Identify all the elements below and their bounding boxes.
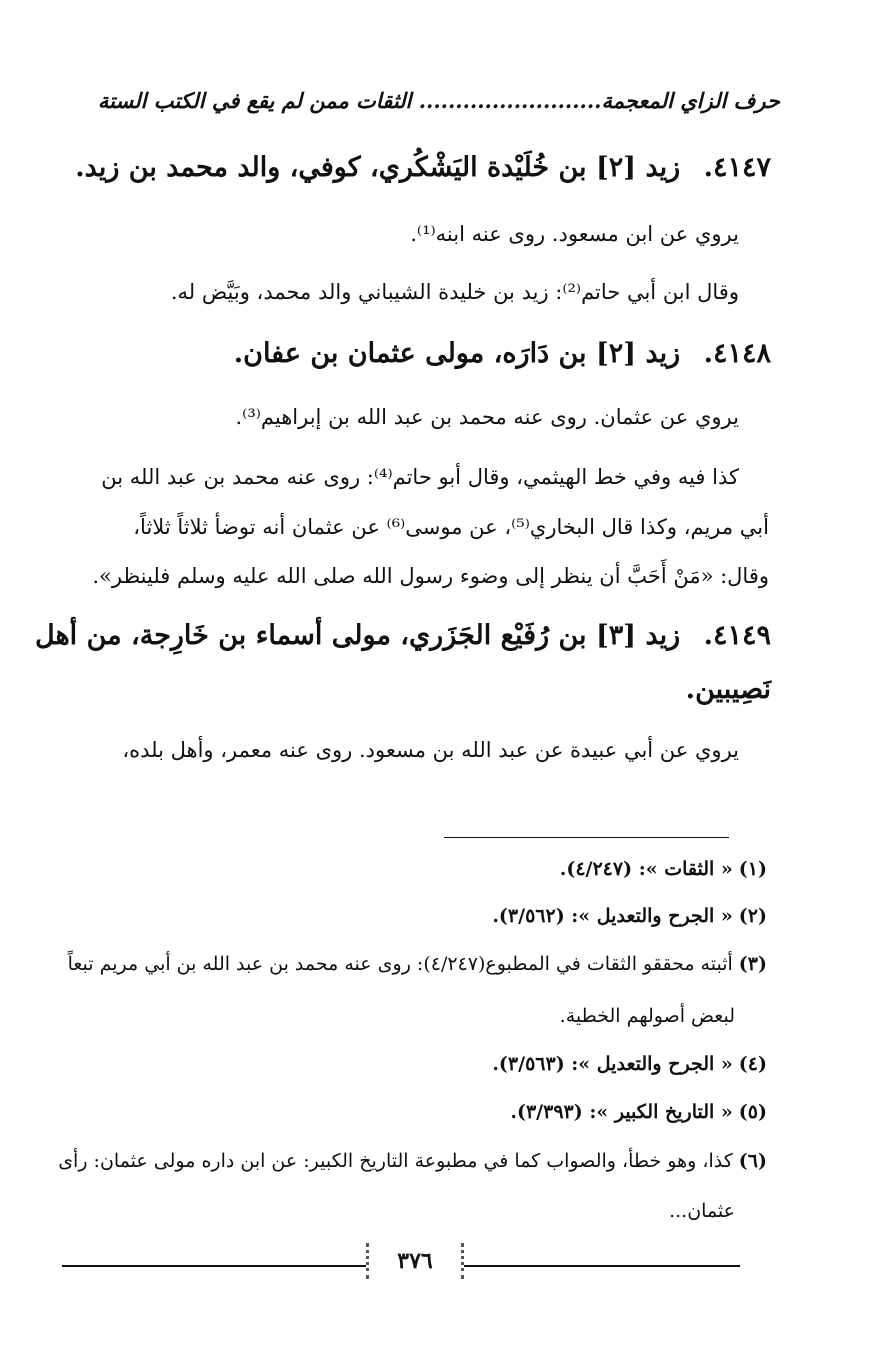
- entry-number: ٤١٤٨.: [703, 338, 771, 369]
- entry-title: زيد [٢] بن خُلَيْدة اليَشْكُري، كوفي، والد محمد بن زيد.: [75, 152, 681, 183]
- footnote-continuation: لبعض أصولهم الخطية.: [559, 1005, 735, 1027]
- entry-heading-continuation: نَصِيبين.: [685, 674, 771, 705]
- paragraph: وقال ابن أبي حاتم⁽²⁾: زيد بن خليدة الشيباني والد محمد، وبَيَّض له.: [170, 280, 739, 304]
- entry-heading: [234, 338, 771, 369]
- footnote-number: (٥): [738, 1101, 767, 1123]
- footnote-text: « التاريخ الكبير »: (٣/٣٩٣).: [510, 1101, 733, 1123]
- footnote-text: « الجرح والتعديل »: (٣/٥٦٣).: [492, 1053, 733, 1075]
- footnote-number: (١): [738, 858, 767, 880]
- footnote-number: (٢): [738, 905, 767, 927]
- entry-title: زيد [٣] بن رُفَيْع الجَزَري، مولى أسماء بن خَارِجة، من أهل: [35, 620, 681, 651]
- paragraph: أبي مريم، وكذا قال البخاري⁽⁵⁾، عن موسى⁽⁶⁾ عن عثمان أنه توضأ ثلاثاً ثلاثاً،: [133, 515, 769, 539]
- footnote: [492, 1053, 767, 1075]
- entry-heading: [75, 152, 771, 183]
- footnote: [492, 905, 767, 927]
- paragraph: يروي عن عثمان. روى عنه محمد بن عبد الله بن إبراهيم⁽³⁾.: [235, 405, 739, 429]
- paragraph: وقال: «مَنْ أَحَبَّ أن ينظر إلى وضوء رسول الله صلى الله عليه وسلم فلينظر».: [92, 564, 769, 588]
- footnote-divider: [444, 837, 729, 838]
- paragraph: يروي عن ابن مسعود. روى عنه ابنه⁽¹⁾.: [410, 222, 739, 246]
- running-header: [97, 88, 780, 113]
- entry-number: ٤١٤٩.: [703, 620, 771, 651]
- footnote-text: « الجرح والتعديل »: (٣/٥٦٢).: [492, 905, 733, 927]
- footnote: [68, 953, 767, 975]
- entry-title: زيد [٢] بن دَارَه، مولى عثمان بن عفان.: [233, 338, 681, 369]
- footnote: [58, 1150, 767, 1172]
- entry-number: ٤١٤٧.: [703, 152, 771, 183]
- entry-heading: [35, 620, 771, 651]
- footnote-number: (٣): [738, 953, 767, 975]
- footnote-number: (٤): [738, 1053, 767, 1075]
- footnote-text: « الثقات »: (٤/٢٤٧).: [559, 858, 733, 880]
- footnote: [560, 858, 767, 880]
- paragraph: يروي عن أبي عبيدة عن عبد الله بن مسعود. روى عنه معمر، وأهل بلده،: [122, 738, 739, 762]
- running-header-chapter: حرف الزاي المعجمة.........................: [418, 88, 780, 113]
- footnote: [510, 1101, 767, 1123]
- footnote-number: (٦): [738, 1150, 767, 1172]
- footnote-text: كذا، وهو خطأ، والصواب كما في مطبوعة التاريخ الكبير: عن ابن داره مولى عثمان: رأى: [58, 1150, 733, 1172]
- footnote-continuation: عثمان...: [669, 1200, 735, 1222]
- running-header-book: الثقات ممن لم يقع في الكتب الستة: [97, 88, 412, 113]
- page-number: ٣٧٦: [366, 1243, 464, 1279]
- footnote-text: أثبته محققو الثقات في المطبوع(٤/٢٤٧): روى عنه محمد بن عبد الله بن أبي مريم تبعاً: [67, 953, 733, 975]
- paragraph: كذا فيه وفي خط الهيثمي، وقال أبو حاتم⁽⁴⁾: روى عنه محمد بن عبد الله بن: [101, 465, 739, 489]
